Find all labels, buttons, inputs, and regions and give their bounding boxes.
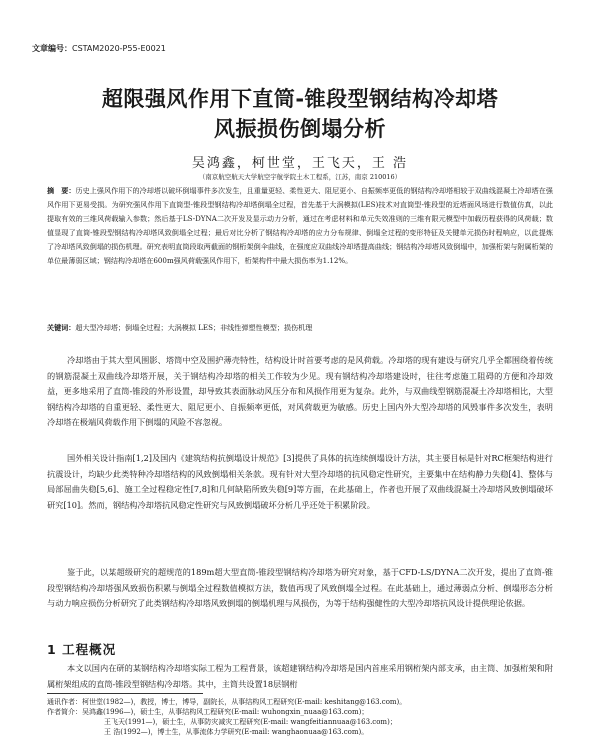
- footnote-corresponding-author: 通讯作者：柯世堂(1982—)，教授，博士，博导，副院长，从事结构风工程研究(E-mail: keshitang@163.com)。: [47, 698, 407, 706]
- abstract-label: 摘 要：: [47, 186, 76, 195]
- authors: 吴鸿鑫，柯世堂，王飞天，王 浩: [191, 156, 409, 171]
- footnote-author-2: 王飞天(1991—)，硕士生，从事防灾减灾工程研究(E-mail: wangfeitiannuaa@163.com)；: [104, 718, 397, 726]
- article-number: 文章编号：CSTAM2020-P55-E0021: [32, 44, 166, 53]
- paper-title-line-2: 风振损伤倒塌分析: [214, 117, 386, 141]
- section-heading: 1 工程概况: [47, 642, 117, 657]
- section-paragraph: 本文以国内在研的某钢结构冷却塔实际工程为工程背景，该超建钢结构冷却塔是国内首座采用钢桁架内部支承，由主筒、加强桁架和附属桁架组成的直筒-锥段型钢结构冷却塔。其中，主筒共设置18层钢桁: [47, 663, 553, 689]
- body-paragraph-3: 鉴于此，以某超级研究的超规范的189m超大型直筒-锥段型钢结构冷却塔为研究对象，基于CFD-LS/DYNA二次开发，提出了直筒-锥段型钢结构冷却塔强风致损伤积累与倒塌全过程数值模拟方法，数值再现了风致倒塌全过程。在此基础上，通过薄弱点分析、倒塌形态分析与动力响应损伤分析研究了此类钢结构冷却塔风致倒塌的倒塌机理与风损伤，为等于结构强健性的大型冷却塔抗风设计提供理论依据。: [47, 567, 553, 609]
- footnote-author-1: 作者简介：吴鸿鑫(1996—)，硕士生，从事结构风工程研究(E-mail: wuhongxin_nuaa@163.com)；: [47, 708, 369, 716]
- abstract: [47, 184, 553, 268]
- affiliation: （南京航空航天大学航空宇航学院土木工程系，江苏，南京 210016）: [198, 173, 402, 181]
- keywords-text: 超大型冷却塔；倒塌全过程；大涡模拟 LES；非线性弹塑性模型；损伤机理: [75, 323, 313, 332]
- keywords-label: 关键词：: [47, 323, 76, 332]
- footnote-author-3: 王 浩(1992—)，博士生，从事流体力学研究(E-mail: wanghaonuaa@163.com)。: [104, 728, 369, 736]
- paper-title-line-1: 超限强风作用下直筒-锥段型钢结构冷却塔: [101, 87, 499, 111]
- abstract-text: 历史上强风作用下的冷却塔以破坏倒塌事件多次发生，且重量更轻、柔性更大、阻尼更小、自振频率更低的钢结构冷却塔相较于双曲线混凝土冷却塔在强风作用下更易受损。为研究强风作用下直筒型-锥段型钢结构冷却塔倒塌全过程，首先基于大涡模拟(LES)技术对直筒型-锥段型的近塔面风场进行数值仿真，以此提取有效的三维风荷载输入参数；然后基于LS-DYNA二次开发及显示动力分析，通过在考虑材料和单元失效准则的三维有限元模型中加载历程获得的风荷载；数值显现了直筒-锥段型钢结构冷却塔风致倒塌全过程；最后对比分析了钢结构冷却塔的应力分布规律、倒塌全过程的变形特征及关键单元损伤时程响应，以此提炼了冷却塔风致倒塌的损伤机理。研究表明直筒段取两截面的钢桁架倒伞曲线，在强度应双曲线冷却塔提高曲线；钢结构冷却塔风致倒塌中，加强桁架与附属桁架的单位最薄弱区域；钢结构冷却塔在600m强风荷载强风作用下，桁架构件中最大损伤率为1.12%。: [47, 186, 554, 265]
- body-paragraph-2: 国外相关设计指南[1,2]及国内《建筑结构抗倒塌设计规范》[3]提供了具体的抗连续倒塌设计方法，其主要目标是针对RC框架结构进行抗震设计，均缺少此类特种冷却塔结构的风致倒塌相关条款。现有针对大型冷却塔的抗风稳定性研究，主要集中在结构静力失稳[4]、整体与局部屈曲失稳[5,6]、施工全过程稳定性[7,8]和几何缺陷所致失稳[9]等方面，在此基础上，作者也开展了双曲线混凝土冷却塔风致倒塌破坏研究[10]。然而，钢结构冷却塔抗风稳定性研究与风致倒塌破坏分析几乎还处于积累阶段。: [47, 453, 553, 510]
- keywords: [47, 321, 553, 334]
- footnote-divider: [47, 693, 203, 694]
- body-paragraph-1: 冷却塔由于其大型风围影、塔筒中空及围护薄壳特性，结构设计时首要考虑的是风荷载。冷却塔的现有建设与研究几乎全都围绕着传统的钢筋混凝土双曲线冷却塔开展，关于钢结构冷却塔的相关工作较为少见。现有钢结构冷却塔建设时，往往考虑施工阻碍的方便和冷却效益，更多地采用了直筒-锥段的外形设置，却导致其表面脉动风压分布和风损作用更为复杂。此外，与双曲线型钢筋混凝土冷却塔相比，大型钢结构冷却塔的自重更轻、柔性更大、阻尼更小、自振频率更低，对风荷载更为敏感。历史上国内外大型冷却塔的风毁事件多次发生，表明冷却塔在极端风荷载作用下倒塌的风险不容忽视。: [47, 355, 553, 428]
